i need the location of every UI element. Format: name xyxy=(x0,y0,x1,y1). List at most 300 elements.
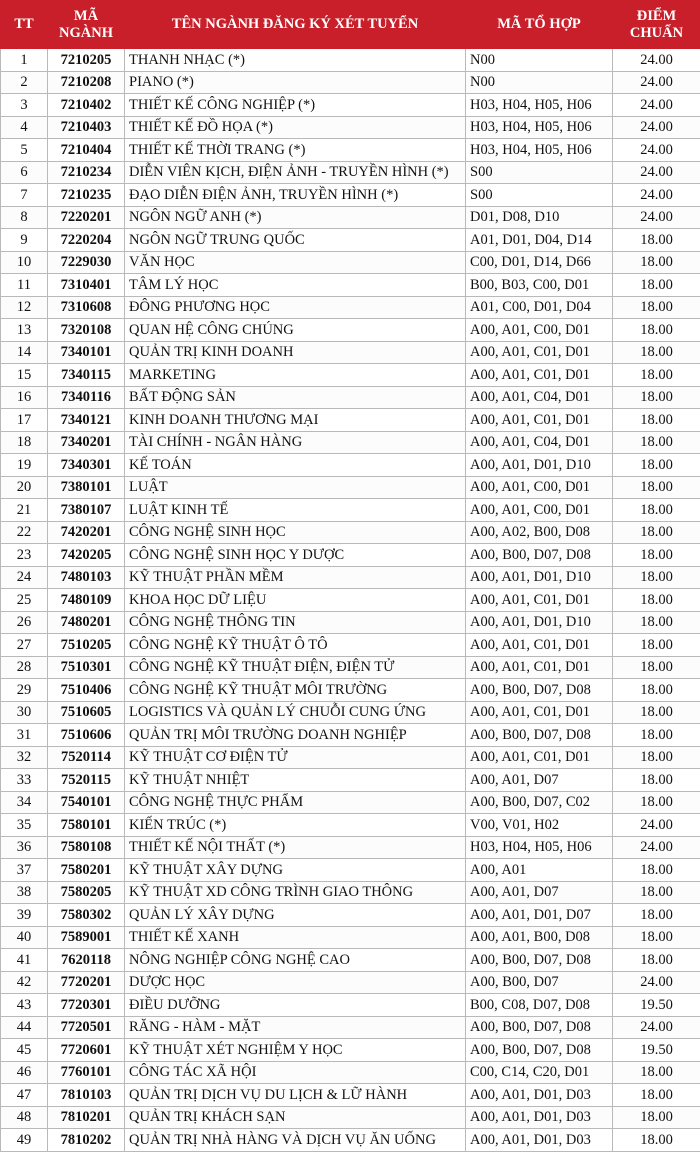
cell-major-name: DƯỢC HỌC xyxy=(125,971,466,994)
cell-tt: 2 xyxy=(1,71,48,94)
cell-score: 18.00 xyxy=(613,679,700,702)
cell-score: 18.00 xyxy=(613,274,700,297)
cell-tt: 8 xyxy=(1,206,48,229)
cell-major-code: 7210235 xyxy=(48,184,125,207)
cell-major-code: 7510606 xyxy=(48,724,125,747)
cell-major-name: KIẾN TRÚC (*) xyxy=(125,814,466,837)
cell-combination: A00, B00, D07, D08 xyxy=(466,949,613,972)
cell-score: 18.00 xyxy=(613,634,700,657)
cell-major-code: 7340301 xyxy=(48,454,125,477)
cell-combination: A01, D01, D04, D14 xyxy=(466,229,613,252)
cell-tt: 28 xyxy=(1,656,48,679)
cell-major-code: 7310608 xyxy=(48,296,125,319)
cell-major-code: 7210208 xyxy=(48,71,125,94)
header-row xyxy=(1,1,700,49)
cell-combination: A00, A01, D01, D10 xyxy=(466,611,613,634)
cell-score: 18.00 xyxy=(613,1084,700,1107)
cell-major-name: CÔNG NGHỆ KỸ THUẬT Ô TÔ xyxy=(125,634,466,657)
cell-tt: 34 xyxy=(1,791,48,814)
cell-combination: A00, A01, C01, D01 xyxy=(466,701,613,724)
cell-combination: A00, A01, C00, D01 xyxy=(466,476,613,499)
cell-combination: A00, A01, C04, D01 xyxy=(466,386,613,409)
cell-score: 19.50 xyxy=(613,1039,700,1062)
table-row xyxy=(1,1084,700,1107)
table-body xyxy=(1,49,700,1152)
cell-major-name: QUAN HỆ CÔNG CHÚNG xyxy=(125,319,466,342)
cell-tt: 9 xyxy=(1,229,48,252)
cell-major-name: CÔNG NGHỆ SINH HỌC Y DƯỢC xyxy=(125,544,466,567)
cell-major-code: 7320108 xyxy=(48,319,125,342)
cell-score: 18.00 xyxy=(613,949,700,972)
cell-major-name: NGÔN NGỮ ANH (*) xyxy=(125,206,466,229)
cell-tt: 5 xyxy=(1,139,48,162)
cell-major-name: KỸ THUẬT XÂY DỰNG xyxy=(125,859,466,882)
table-row xyxy=(1,904,700,927)
cell-score: 19.50 xyxy=(613,994,700,1017)
cell-major-code: 7340121 xyxy=(48,409,125,432)
cell-score: 18.00 xyxy=(613,881,700,904)
cell-major-name: ĐÔNG PHƯƠNG HỌC xyxy=(125,296,466,319)
cell-major-name: KỸ THUẬT CƠ ĐIỆN TỬ xyxy=(125,746,466,769)
cell-major-code: 7720301 xyxy=(48,994,125,1017)
cell-score: 18.00 xyxy=(613,656,700,679)
cell-major-code: 7420201 xyxy=(48,521,125,544)
cell-combination: A00, A01, D07 xyxy=(466,769,613,792)
cell-combination: A00, A01, C00, D01 xyxy=(466,319,613,342)
cell-major-name: QUẢN TRỊ MÔI TRƯỜNG DOANH NGHIỆP xyxy=(125,724,466,747)
cell-major-name: CÔNG NGHỆ SINH HỌC xyxy=(125,521,466,544)
table-row xyxy=(1,724,700,747)
cell-tt: 46 xyxy=(1,1061,48,1084)
cell-major-name: ĐẠO DIỄN ĐIỆN ẢNH, TRUYỀN HÌNH (*) xyxy=(125,184,466,207)
cell-combination: A00, B00, D07, D08 xyxy=(466,544,613,567)
cell-score: 18.00 xyxy=(613,319,700,342)
table-row xyxy=(1,701,700,724)
cell-tt: 10 xyxy=(1,251,48,274)
cell-major-code: 7210402 xyxy=(48,94,125,117)
table-row xyxy=(1,994,700,1017)
cell-score: 18.00 xyxy=(613,859,700,882)
cell-combination: A00, A01, C01, D01 xyxy=(466,364,613,387)
table-row xyxy=(1,161,700,184)
table-row xyxy=(1,229,700,252)
cell-score: 24.00 xyxy=(613,161,700,184)
table-row xyxy=(1,566,700,589)
cell-combination: A00, A01, D01, D03 xyxy=(466,1129,613,1152)
cell-combination: A00, A01, C04, D01 xyxy=(466,431,613,454)
cell-score: 24.00 xyxy=(613,971,700,994)
cell-tt: 16 xyxy=(1,386,48,409)
cell-tt: 38 xyxy=(1,881,48,904)
cell-major-name: CÔNG NGHỆ KỸ THUẬT ĐIỆN, ĐIỆN TỬ xyxy=(125,656,466,679)
cell-tt: 37 xyxy=(1,859,48,882)
cell-major-code: 7810202 xyxy=(48,1129,125,1152)
cell-score: 18.00 xyxy=(613,589,700,612)
cell-tt: 21 xyxy=(1,499,48,522)
cell-tt: 24 xyxy=(1,566,48,589)
table-row xyxy=(1,859,700,882)
cell-major-name: CÔNG NGHỆ KỸ THUẬT MÔI TRƯỜNG xyxy=(125,679,466,702)
cell-score: 18.00 xyxy=(613,746,700,769)
cell-score: 18.00 xyxy=(613,341,700,364)
cell-major-name: CÔNG TÁC XÃ HỘI xyxy=(125,1061,466,1084)
cell-tt: 17 xyxy=(1,409,48,432)
cell-tt: 25 xyxy=(1,589,48,612)
cell-major-name: DIỄN VIÊN KỊCH, ĐIỆN ẢNH - TRUYỀN HÌNH (*) xyxy=(125,161,466,184)
cell-major-name: KINH DOANH THƯƠNG MẠI xyxy=(125,409,466,432)
cell-combination: A01, C00, D01, D04 xyxy=(466,296,613,319)
header-name: TÊN NGÀNH ĐĂNG KÝ XÉT TUYỂN xyxy=(125,1,466,49)
cell-tt: 26 xyxy=(1,611,48,634)
cell-tt: 39 xyxy=(1,904,48,927)
cell-major-name: CÔNG NGHỆ THỰC PHẨM xyxy=(125,791,466,814)
cell-score: 18.00 xyxy=(613,566,700,589)
cell-major-code: 7220204 xyxy=(48,229,125,252)
cell-major-code: 7810201 xyxy=(48,1106,125,1129)
cell-combination: B00, B03, C00, D01 xyxy=(466,274,613,297)
cell-combination: A00, A01, D01, D03 xyxy=(466,1106,613,1129)
table-header xyxy=(1,1,700,49)
cell-score: 18.00 xyxy=(613,229,700,252)
cell-combination: A00, A01, C01, D01 xyxy=(466,341,613,364)
cell-tt: 13 xyxy=(1,319,48,342)
cell-score: 18.00 xyxy=(613,409,700,432)
cell-tt: 6 xyxy=(1,161,48,184)
cell-tt: 36 xyxy=(1,836,48,859)
cell-major-code: 7480201 xyxy=(48,611,125,634)
table-row xyxy=(1,814,700,837)
cell-combination: A00, A01, B00, D08 xyxy=(466,926,613,949)
cell-combination: C00, C14, C20, D01 xyxy=(466,1061,613,1084)
cell-tt: 20 xyxy=(1,476,48,499)
cell-combination: B00, C08, D07, D08 xyxy=(466,994,613,1017)
table-row xyxy=(1,139,700,162)
cell-score: 18.00 xyxy=(613,1106,700,1129)
table-row xyxy=(1,319,700,342)
cell-tt: 11 xyxy=(1,274,48,297)
cell-major-code: 7580201 xyxy=(48,859,125,882)
cell-major-code: 7580108 xyxy=(48,836,125,859)
cell-score: 18.00 xyxy=(613,521,700,544)
cell-combination: A00, A01, C01, D01 xyxy=(466,409,613,432)
cell-major-name: BẤT ĐỘNG SẢN xyxy=(125,386,466,409)
cell-score: 24.00 xyxy=(613,71,700,94)
cell-major-code: 7620118 xyxy=(48,949,125,972)
cell-score: 18.00 xyxy=(613,431,700,454)
cell-major-code: 7380107 xyxy=(48,499,125,522)
cell-major-code: 7720501 xyxy=(48,1016,125,1039)
cell-major-name: THIẾT KẾ XANH xyxy=(125,926,466,949)
table-row xyxy=(1,1106,700,1129)
cell-combination: H03, H04, H05, H06 xyxy=(466,94,613,117)
cell-score: 18.00 xyxy=(613,544,700,567)
cell-major-name: NGÔN NGỮ TRUNG QUỐC xyxy=(125,229,466,252)
cell-tt: 47 xyxy=(1,1084,48,1107)
cell-tt: 40 xyxy=(1,926,48,949)
cell-combination: A00, B00, D07, D08 xyxy=(466,724,613,747)
cell-major-code: 7480109 xyxy=(48,589,125,612)
cell-tt: 7 xyxy=(1,184,48,207)
cell-combination: S00 xyxy=(466,184,613,207)
table-row xyxy=(1,499,700,522)
table-row xyxy=(1,769,700,792)
table-row xyxy=(1,94,700,117)
cell-score: 18.00 xyxy=(613,364,700,387)
cell-combination: A00, A01, D01, D07 xyxy=(466,904,613,927)
table-row xyxy=(1,949,700,972)
cell-major-name: PIANO (*) xyxy=(125,71,466,94)
cell-major-code: 7720201 xyxy=(48,971,125,994)
cell-major-code: 7510406 xyxy=(48,679,125,702)
cell-tt: 19 xyxy=(1,454,48,477)
table-row xyxy=(1,364,700,387)
cell-major-name: QUẢN LÝ XÂY DỰNG xyxy=(125,904,466,927)
cell-combination: A00, A02, B00, D08 xyxy=(466,521,613,544)
cell-tt: 12 xyxy=(1,296,48,319)
cell-major-code: 7380101 xyxy=(48,476,125,499)
cell-major-name: THIẾT KẾ THỜI TRANG (*) xyxy=(125,139,466,162)
table-row xyxy=(1,49,700,72)
table-row xyxy=(1,386,700,409)
header-code: MÃ NGÀNH xyxy=(48,1,125,49)
cell-score: 18.00 xyxy=(613,454,700,477)
table-row xyxy=(1,746,700,769)
cell-major-code: 7340115 xyxy=(48,364,125,387)
cell-major-code: 7589001 xyxy=(48,926,125,949)
cell-major-name: VĂN HỌC xyxy=(125,251,466,274)
cell-combination: A00, A01, D07 xyxy=(466,881,613,904)
cell-tt: 3 xyxy=(1,94,48,117)
cell-score: 24.00 xyxy=(613,49,700,72)
table-row xyxy=(1,521,700,544)
cell-score: 18.00 xyxy=(613,904,700,927)
cell-major-name: NÔNG NGHIỆP CÔNG NGHỆ CAO xyxy=(125,949,466,972)
cell-major-code: 7760101 xyxy=(48,1061,125,1084)
cell-major-code: 7210234 xyxy=(48,161,125,184)
cell-major-code: 7510301 xyxy=(48,656,125,679)
table-row xyxy=(1,431,700,454)
table-row xyxy=(1,184,700,207)
cell-tt: 4 xyxy=(1,116,48,139)
cell-tt: 18 xyxy=(1,431,48,454)
cell-tt: 48 xyxy=(1,1106,48,1129)
cell-score: 18.00 xyxy=(613,251,700,274)
table-row xyxy=(1,611,700,634)
table-row xyxy=(1,1039,700,1062)
cell-score: 18.00 xyxy=(613,476,700,499)
cell-tt: 41 xyxy=(1,949,48,972)
cell-tt: 14 xyxy=(1,341,48,364)
cell-major-code: 7220201 xyxy=(48,206,125,229)
cell-tt: 32 xyxy=(1,746,48,769)
cell-major-code: 7580205 xyxy=(48,881,125,904)
table-row xyxy=(1,836,700,859)
table-row xyxy=(1,1129,700,1152)
cell-tt: 30 xyxy=(1,701,48,724)
cell-major-name: ĐIỀU DƯỠNG xyxy=(125,994,466,1017)
cell-score: 24.00 xyxy=(613,139,700,162)
table-row xyxy=(1,251,700,274)
cell-major-code: 7229030 xyxy=(48,251,125,274)
cell-major-code: 7720601 xyxy=(48,1039,125,1062)
cell-combination: H03, H04, H05, H06 xyxy=(466,116,613,139)
cell-combination: D01, D08, D10 xyxy=(466,206,613,229)
cell-major-name: LUẬT xyxy=(125,476,466,499)
cell-score: 24.00 xyxy=(613,116,700,139)
cell-combination: A00, A01, C00, D01 xyxy=(466,499,613,522)
cell-major-code: 7580101 xyxy=(48,814,125,837)
cell-combination: H03, H04, H05, H06 xyxy=(466,836,613,859)
table-row xyxy=(1,116,700,139)
cell-tt: 33 xyxy=(1,769,48,792)
cell-score: 18.00 xyxy=(613,296,700,319)
cell-major-name: QUẢN TRỊ NHÀ HÀNG VÀ DỊCH VỤ ĂN UỐNG xyxy=(125,1129,466,1152)
cell-tt: 35 xyxy=(1,814,48,837)
cell-combination: A00, B00, D07 xyxy=(466,971,613,994)
cell-score: 18.00 xyxy=(613,724,700,747)
header-score: ĐIỂM CHUẨN xyxy=(613,1,700,49)
cell-major-name: QUẢN TRỊ KINH DOANH xyxy=(125,341,466,364)
cell-score: 18.00 xyxy=(613,791,700,814)
cell-tt: 42 xyxy=(1,971,48,994)
cell-tt: 23 xyxy=(1,544,48,567)
cell-major-name: QUẢN TRỊ KHÁCH SẠN xyxy=(125,1106,466,1129)
table-row xyxy=(1,71,700,94)
cell-score: 18.00 xyxy=(613,1129,700,1152)
table-row xyxy=(1,679,700,702)
cell-tt: 1 xyxy=(1,49,48,72)
cell-major-name: KẾ TOÁN xyxy=(125,454,466,477)
cell-tt: 43 xyxy=(1,994,48,1017)
cell-score: 24.00 xyxy=(613,836,700,859)
cell-major-code: 7520114 xyxy=(48,746,125,769)
cell-major-code: 7210403 xyxy=(48,116,125,139)
cell-combination: V00, V01, H02 xyxy=(466,814,613,837)
cell-major-code: 7210205 xyxy=(48,49,125,72)
cell-major-code: 7540101 xyxy=(48,791,125,814)
cell-score: 18.00 xyxy=(613,926,700,949)
table-row xyxy=(1,296,700,319)
cell-combination: A00, A01, C01, D01 xyxy=(466,634,613,657)
cell-major-name: KỸ THUẬT PHẦN MỀM xyxy=(125,566,466,589)
cell-score: 18.00 xyxy=(613,701,700,724)
cell-major-name: KHOA HỌC DỮ LIỆU xyxy=(125,589,466,612)
table-row xyxy=(1,544,700,567)
cell-combination: A00, B00, D07, C02 xyxy=(466,791,613,814)
cell-major-name: TÂM LÝ HỌC xyxy=(125,274,466,297)
table-row xyxy=(1,409,700,432)
table-row xyxy=(1,454,700,477)
cell-major-code: 7510605 xyxy=(48,701,125,724)
cell-combination: N00 xyxy=(466,49,613,72)
cell-tt: 44 xyxy=(1,1016,48,1039)
cell-major-name: THIẾT KẾ NỘI THẤT (*) xyxy=(125,836,466,859)
cell-major-code: 7810103 xyxy=(48,1084,125,1107)
cell-score: 18.00 xyxy=(613,769,700,792)
cell-major-code: 7480103 xyxy=(48,566,125,589)
table-row xyxy=(1,1061,700,1084)
cell-major-name: LUẬT KINH TẾ xyxy=(125,499,466,522)
header-combo: MÃ TỔ HỢP xyxy=(466,1,613,49)
cell-major-name: THIẾT KẾ ĐỒ HỌA (*) xyxy=(125,116,466,139)
cell-tt: 49 xyxy=(1,1129,48,1152)
cell-major-code: 7340201 xyxy=(48,431,125,454)
cell-major-name: RĂNG - HÀM - MẶT xyxy=(125,1016,466,1039)
cell-combination: C00, D01, D14, D66 xyxy=(466,251,613,274)
table-row xyxy=(1,634,700,657)
cell-tt: 45 xyxy=(1,1039,48,1062)
table-row xyxy=(1,589,700,612)
cell-combination: A00, A01, D01, D03 xyxy=(466,1084,613,1107)
cell-combination: A00, B00, D07, D08 xyxy=(466,1039,613,1062)
cell-major-name: KỸ THUẬT XÉT NGHIỆM Y HỌC xyxy=(125,1039,466,1062)
cell-combination: A00, A01, C01, D01 xyxy=(466,656,613,679)
cell-major-name: TÀI CHÍNH - NGÂN HÀNG xyxy=(125,431,466,454)
table-row xyxy=(1,1016,700,1039)
table-row xyxy=(1,881,700,904)
cell-major-name: MARKETING xyxy=(125,364,466,387)
cell-major-name: QUẢN TRỊ DỊCH VỤ DU LỊCH & LỮ HÀNH xyxy=(125,1084,466,1107)
table-row xyxy=(1,926,700,949)
table-row xyxy=(1,971,700,994)
table-row xyxy=(1,206,700,229)
cell-score: 18.00 xyxy=(613,611,700,634)
cell-combination: A00, A01, D01, D10 xyxy=(466,566,613,589)
cell-score: 18.00 xyxy=(613,386,700,409)
cell-score: 24.00 xyxy=(613,184,700,207)
cell-tt: 27 xyxy=(1,634,48,657)
header-tt: TT xyxy=(1,1,48,49)
cell-score: 24.00 xyxy=(613,206,700,229)
cell-combination: A00, A01, C01, D01 xyxy=(466,589,613,612)
table-row xyxy=(1,476,700,499)
cell-major-name: KỸ THUẬT NHIỆT xyxy=(125,769,466,792)
cell-score: 18.00 xyxy=(613,1061,700,1084)
cell-combination: H03, H04, H05, H06 xyxy=(466,139,613,162)
cell-combination: A00, A01, D01, D10 xyxy=(466,454,613,477)
cell-score: 24.00 xyxy=(613,814,700,837)
cell-combination: S00 xyxy=(466,161,613,184)
table-row xyxy=(1,791,700,814)
cell-major-name: LOGISTICS VÀ QUẢN LÝ CHUỖI CUNG ỨNG xyxy=(125,701,466,724)
cell-major-name: THANH NHẠC (*) xyxy=(125,49,466,72)
cell-major-name: KỸ THUẬT XD CÔNG TRÌNH GIAO THÔNG xyxy=(125,881,466,904)
cell-combination: A00, B00, D07, D08 xyxy=(466,1016,613,1039)
cell-major-name: THIẾT KẾ CÔNG NGHIỆP (*) xyxy=(125,94,466,117)
cell-major-code: 7310401 xyxy=(48,274,125,297)
cell-major-code: 7210404 xyxy=(48,139,125,162)
cell-combination: A00, A01, C01, D01 xyxy=(466,746,613,769)
cell-tt: 15 xyxy=(1,364,48,387)
cell-major-name: CÔNG NGHỆ THÔNG TIN xyxy=(125,611,466,634)
table-row xyxy=(1,274,700,297)
cell-major-code: 7340101 xyxy=(48,341,125,364)
cell-tt: 22 xyxy=(1,521,48,544)
table-row xyxy=(1,341,700,364)
cell-score: 18.00 xyxy=(613,499,700,522)
cell-score: 24.00 xyxy=(613,94,700,117)
cell-tt: 31 xyxy=(1,724,48,747)
cell-major-code: 7520115 xyxy=(48,769,125,792)
cell-combination: N00 xyxy=(466,71,613,94)
cell-combination: A00, B00, D07, D08 xyxy=(466,679,613,702)
cell-tt: 29 xyxy=(1,679,48,702)
cell-major-code: 7580302 xyxy=(48,904,125,927)
cell-major-code: 7340116 xyxy=(48,386,125,409)
cell-combination: A00, A01 xyxy=(466,859,613,882)
cell-score: 24.00 xyxy=(613,1016,700,1039)
cell-major-code: 7420205 xyxy=(48,544,125,567)
